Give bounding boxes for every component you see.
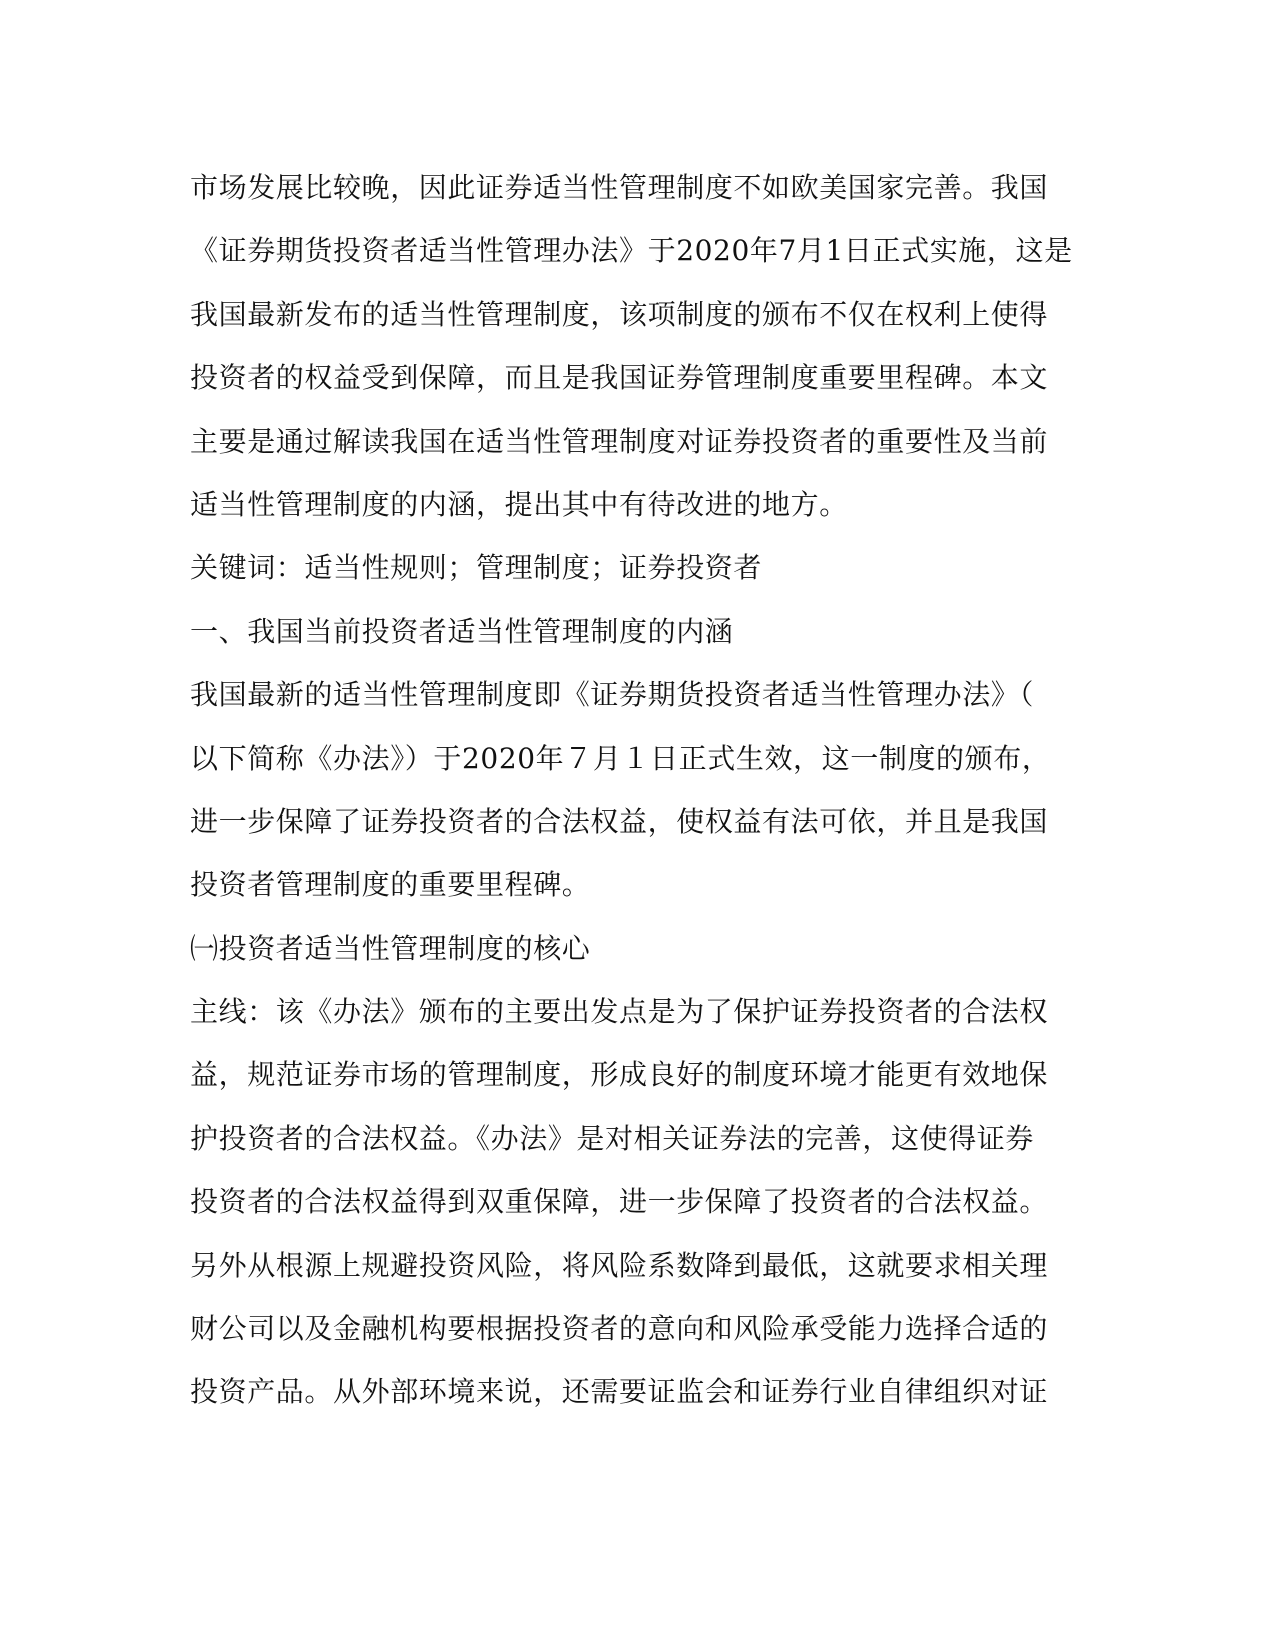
keywords-line: 关键词：适当性规则；管理制度；证券投资者 [190,551,763,585]
text-line: 投资者的权益受到保障，而且是我国证券管理制度重要里程碑。本文 [190,361,1049,395]
text-line: 以下简称《办法》）于2020年７月１日正式生效，这一制度的颁布， [190,741,1051,775]
text-line: 另外从根源上规避投资风险，将风险系数降到最低，这就要求相关理 [190,1248,1049,1282]
text-line: 投资产品。从外部环境来说，还需要证监会和证券行业自律组织对证 [190,1375,1049,1409]
section-heading: 一、我国当前投资者适当性管理制度的内涵 [190,614,734,648]
text-line: 进一步保障了证券投资者的合法权益，使权益有法可依，并且是我国 [190,804,1049,838]
text-line: 市场发展比较晚，因此证券适当性管理制度不如欧美国家完善。我国 [190,171,1049,204]
text-line: 投资者的合法权益得到双重保障，进一步保障了投资者的合法权益。 [190,1185,1049,1219]
text-line: 《证券期货投资者适当性管理办法》于2020年7月1日正式实施，这是 [190,234,1073,268]
body-text [190,156,1073,1424]
text-line: 护投资者的合法权益。《办法》是对相关证券法的完善，这使得证券 [190,1121,1035,1155]
text-line: 主线：该《办法》颁布的主要出发点是为了保护证券投资者的合法权 [190,995,1049,1029]
text-line: 主要是通过解读我国在适当性管理制度对证券投资者的重要性及当前 [190,424,1049,458]
text-line: 我国最新发布的适当性管理制度，该项制度的颁布不仅在权利上使得 [190,297,1049,331]
subsection-heading: ㈠投资者适当性管理制度的核心 [190,931,591,965]
text-line: 投资者管理制度的重要里程碑。 [190,868,591,902]
text-line: 我国最新的适当性管理制度即《证券期货投资者适当性管理办法》（ [190,678,1035,712]
text-line: 益，规范证券市场的管理制度，形成良好的制度环境才能更有效地保 [190,1058,1049,1092]
text-line: 财公司以及金融机构要根据投资者的意向和风险承受能力选择合适的 [190,1312,1049,1346]
text-line: 适当性管理制度的内涵，提出其中有待改进的地方。 [190,487,848,521]
